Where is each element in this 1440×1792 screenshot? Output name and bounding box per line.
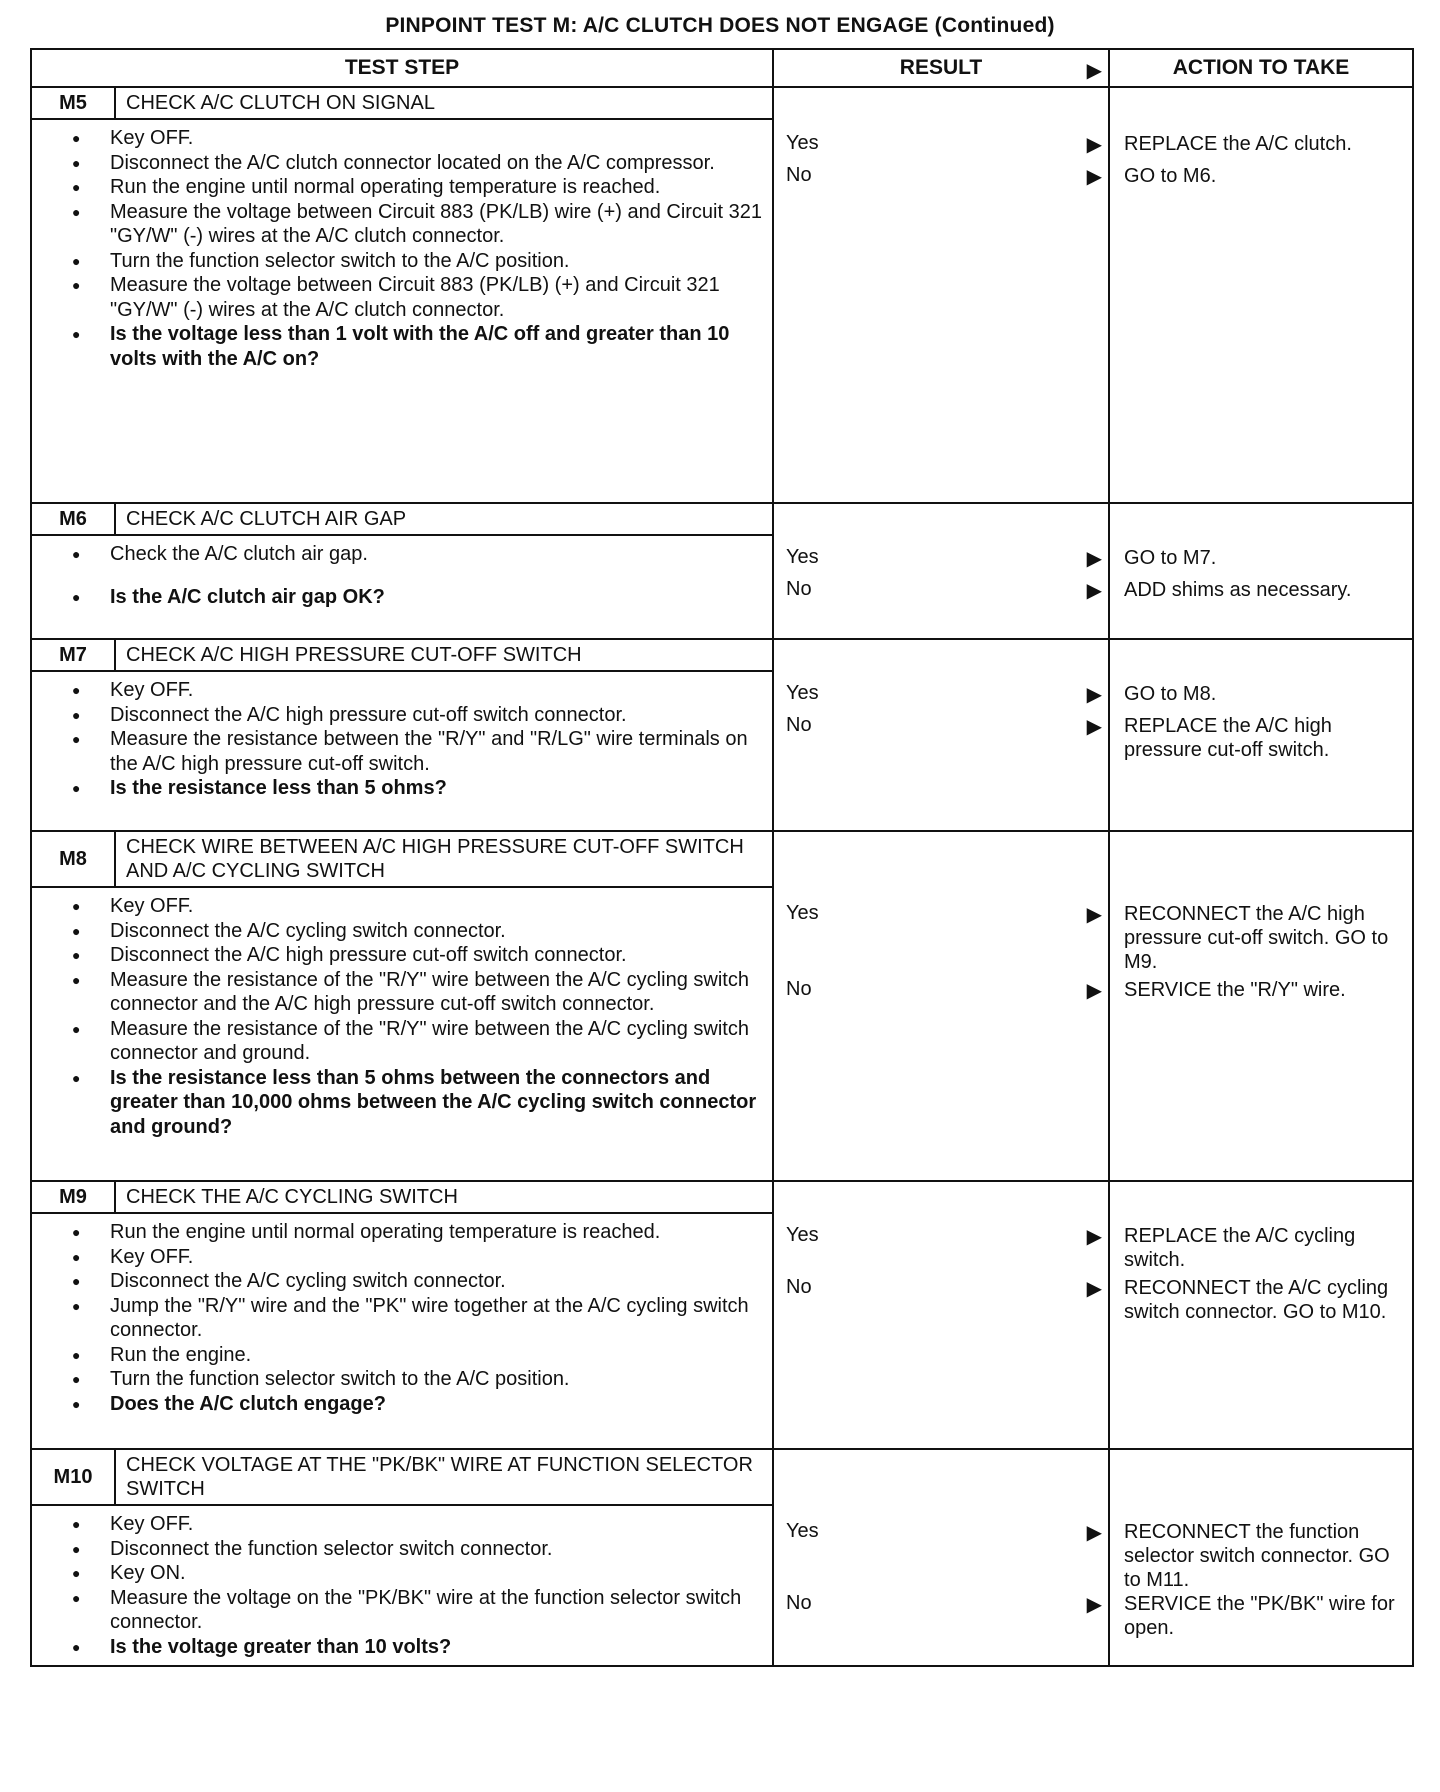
bullet-item: ● Disconnect the A/C high pressure cut-off switch connector. (70, 943, 762, 968)
result-item (786, 1276, 1102, 1299)
step-id: M10 (31, 1449, 115, 1505)
arrow-icon: ▶ (1086, 904, 1103, 926)
result-item (786, 164, 1102, 187)
result-cell (773, 1181, 1109, 1449)
step-id: M5 (31, 87, 115, 119)
arrow-icon: ▶ (1086, 684, 1103, 706)
result-item (786, 1592, 1102, 1615)
step-title: CHECK A/C HIGH PRESSURE CUT-OFF SWITCH (115, 639, 773, 671)
bullet-item: ● Measure the resistance between the "R/Y" and "R/LG" wire terminals on the A/C high pressure cut-off switch. (70, 727, 762, 776)
step-body (31, 671, 773, 831)
result-item (786, 902, 1102, 925)
arrow-icon: ▶ (1086, 548, 1103, 570)
step-body (31, 1505, 773, 1666)
table-body (31, 87, 1413, 1666)
action-text: RECONNECT the function selector switch connector. GO to M11. (1124, 1521, 1390, 1591)
result-item (786, 1520, 1102, 1543)
arrow-icon: ▶ (1086, 60, 1103, 82)
result-cell (773, 503, 1109, 639)
action-text: RECONNECT the A/C high pressure cut-off switch. GO to M9. (1124, 903, 1389, 973)
arrow-icon: ▶ (1086, 716, 1103, 738)
header-action: ACTION TO TAKE (1109, 49, 1413, 87)
step-title: CHECK A/C CLUTCH ON SIGNAL (115, 87, 773, 119)
result-label: Yes (786, 682, 819, 704)
bullet-item: ● Key ON. (70, 1561, 762, 1586)
step-title-row (31, 87, 1413, 119)
arrow-icon: ▶ (1086, 1226, 1103, 1248)
action-cell (1109, 1449, 1413, 1666)
bullet-item: ● Run the engine. (70, 1343, 762, 1368)
bullet-item: ● Disconnect the A/C high pressure cut-off switch connector. (70, 703, 762, 728)
step-id: M8 (31, 831, 115, 887)
result-label: No (786, 978, 812, 1000)
arrow-icon: ▶ (1086, 1278, 1103, 1300)
header-result (773, 49, 1109, 87)
bullet-item: ● Disconnect the A/C clutch connector located on the A/C compressor. (70, 151, 762, 176)
arrow-icon: ▶ (1086, 980, 1103, 1002)
result-label: Yes (786, 1224, 819, 1246)
question-item: ● Is the voltage greater than 10 volts? (70, 1635, 762, 1660)
step-title-row (31, 639, 1413, 671)
action-text: REPLACE the A/C high pressure cut-off switch. (1124, 715, 1332, 761)
arrow-icon: ▶ (1086, 1594, 1103, 1616)
step-id: M6 (31, 503, 115, 535)
result-item (786, 682, 1102, 705)
bullet-item: ● Disconnect the A/C cycling switch connector. (70, 919, 762, 944)
bullet-list (70, 894, 762, 1139)
action-text: GO to M7. (1124, 547, 1217, 569)
bullet-item: ● Jump the "R/Y" wire and the "PK" wire together at the A/C cycling switch connector. (70, 1294, 762, 1343)
step-title: CHECK THE A/C CYCLING SWITCH (115, 1181, 773, 1213)
action-cell (1109, 1181, 1413, 1449)
bullet-item: ● Key OFF. (70, 1512, 762, 1537)
result-item (786, 714, 1102, 737)
pinpoint-test-table (30, 48, 1414, 1667)
result-label: Yes (786, 902, 819, 924)
bullet-list (70, 126, 762, 371)
bullet-item: ● Measure the voltage on the "PK/BK" wire at the function selector switch connector. (70, 1586, 762, 1635)
question-item: ● Is the A/C clutch air gap OK? (70, 585, 762, 610)
question-item: ● Is the resistance less than 5 ohms between the connectors and greater than 10,000 ohms between the A/C cycling switch connector and ground? (70, 1066, 762, 1140)
question-item: ● Does the A/C clutch engage? (70, 1392, 762, 1417)
result-label: No (786, 578, 812, 600)
action-text: REPLACE the A/C clutch. (1124, 133, 1352, 155)
bullet-item: ● Measure the voltage between Circuit 883 (PK/LB) (+) and Circuit 321 "GY/W" (-) wires at the A/C clutch connector. (70, 273, 762, 322)
action-text: GO to M8. (1124, 683, 1217, 705)
step-title-row (31, 831, 1413, 887)
step-title-row (31, 503, 1413, 535)
result-label: No (786, 714, 812, 736)
bullet-item: ● Key OFF. (70, 678, 762, 703)
arrow-icon: ▶ (1086, 1522, 1103, 1544)
result-item (786, 1224, 1102, 1247)
bullet-item: ● Disconnect the A/C cycling switch connector. (70, 1269, 762, 1294)
step-title-row (31, 1181, 1413, 1213)
result-cell (773, 1449, 1109, 1666)
action-text: REPLACE the A/C cycling switch. (1124, 1225, 1356, 1271)
action-cell (1109, 639, 1413, 831)
arrow-icon: ▶ (1086, 580, 1103, 602)
result-label: No (786, 1592, 812, 1614)
table-header-row (31, 49, 1413, 87)
bullet-item: ● Key OFF. (70, 894, 762, 919)
step-body (31, 119, 773, 503)
bullet-item: ● Key OFF. (70, 1245, 762, 1270)
bullet-list (70, 1512, 762, 1659)
header-test-step: TEST STEP (31, 49, 773, 87)
page-title: PINPOINT TEST M: A/C CLUTCH DOES NOT ENGAGE (Continued) (385, 14, 1055, 37)
step-body (31, 887, 773, 1181)
action-text: ADD shims as necessary. (1124, 579, 1352, 601)
bullet-item: ● Disconnect the function selector switch connector. (70, 1537, 762, 1562)
result-label: Yes (786, 132, 819, 154)
step-title: CHECK A/C CLUTCH AIR GAP (115, 503, 773, 535)
action-cell (1109, 503, 1413, 639)
step-title: CHECK VOLTAGE AT THE "PK/BK" WIRE AT FUNCTION SELECTOR SWITCH (115, 1449, 773, 1505)
result-label: No (786, 164, 812, 186)
arrow-icon: ▶ (1086, 134, 1103, 156)
result-label: Yes (786, 546, 819, 568)
step-title: CHECK WIRE BETWEEN A/C HIGH PRESSURE CUT-OFF SWITCH AND A/C CYCLING SWITCH (115, 831, 773, 887)
action-text: RECONNECT the A/C cycling switch connector. GO to M10. (1124, 1277, 1389, 1323)
result-item (786, 546, 1102, 569)
action-cell (1109, 87, 1413, 503)
action-text: SERVICE the "R/Y" wire. (1124, 979, 1346, 1001)
result-item (786, 132, 1102, 155)
result-cell (773, 831, 1109, 1181)
bullet-list (70, 678, 762, 801)
question-item: ● Is the voltage less than 1 volt with the A/C off and greater than 10 volts with the A/C on? (70, 322, 762, 371)
bullet-item: ● Run the engine until normal operating temperature is reached. (70, 1220, 762, 1245)
step-id: M9 (31, 1181, 115, 1213)
bullet-item: ● Run the engine until normal operating temperature is reached. (70, 175, 762, 200)
result-label: Yes (786, 1520, 819, 1542)
bullet-list (70, 1220, 762, 1416)
step-body (31, 1213, 773, 1449)
step-body (31, 535, 773, 639)
bullet-item: ● Measure the resistance of the "R/Y" wire between the A/C cycling switch connector and the A/C high pressure cut-off switch connector. (70, 968, 762, 1017)
bullet-item: ● Measure the voltage between Circuit 883 (PK/LB) wire (+) and Circuit 321 "GY/W" (-) wires at the A/C clutch connector. (70, 200, 762, 249)
bullet-item: ● Key OFF. (70, 126, 762, 151)
result-item (786, 978, 1102, 1001)
result-label: No (786, 1276, 812, 1298)
result-cell (773, 639, 1109, 831)
step-id: M7 (31, 639, 115, 671)
question-item: ● Is the resistance less than 5 ohms? (70, 776, 762, 801)
step-title-row (31, 1449, 1413, 1505)
arrow-icon: ▶ (1086, 166, 1103, 188)
action-cell (1109, 831, 1413, 1181)
bullet-item: ● Measure the resistance of the "R/Y" wire between the A/C cycling switch connector and ground. (70, 1017, 762, 1066)
result-item (786, 578, 1102, 601)
action-text: GO to M6. (1124, 165, 1217, 187)
bullet-list (70, 542, 762, 609)
header-result-label: RESULT (899, 56, 983, 79)
bullet-item: ● Turn the function selector switch to the A/C position. (70, 1367, 762, 1392)
bullet-item: ● Turn the function selector switch to the A/C position. (70, 249, 762, 274)
result-cell (773, 87, 1109, 503)
bullet-item: ● Check the A/C clutch air gap. (70, 542, 762, 567)
action-text: SERVICE the "PK/BK" wire for open. (1124, 1593, 1395, 1639)
